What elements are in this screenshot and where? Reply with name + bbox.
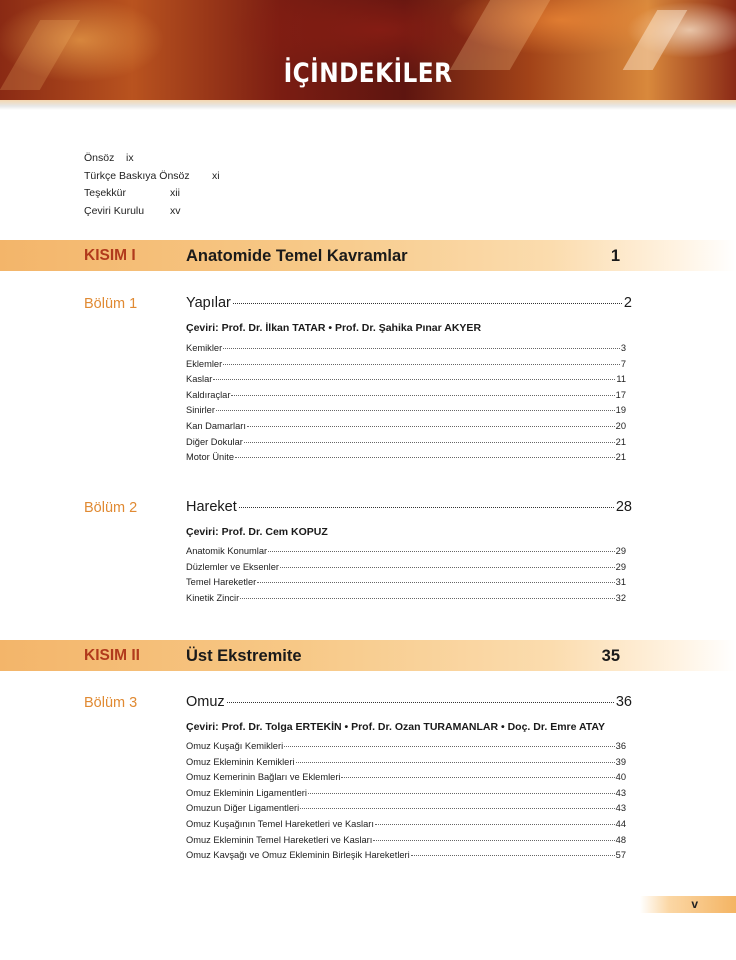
- section-entry[interactable]: [186, 757, 626, 773]
- section-page: 21: [615, 436, 626, 447]
- section-page: 57: [615, 850, 626, 861]
- front-matter-label: Önsöz: [84, 152, 115, 164]
- dot-leader: [223, 348, 620, 349]
- section-entry[interactable]: [186, 772, 626, 788]
- part-title: Anatomide Temel Kavramlar: [186, 247, 408, 265]
- part-label: KISIM I: [84, 247, 136, 264]
- section-page: 48: [615, 834, 626, 845]
- part-page: 35: [601, 647, 620, 665]
- chapter-page: 28: [615, 499, 632, 515]
- section-title: Omuz Ekleminin Ligamentleri: [186, 787, 307, 798]
- section-title: Omuz Kuşağı Kemikleri: [186, 741, 284, 751]
- section-title: Omuz Kemerinin Bağları ve Eklemleri: [186, 772, 341, 783]
- section-title: Temel Hareketler: [186, 577, 257, 588]
- front-matter-label: Çeviri Kurulu: [84, 204, 145, 217]
- section-page: 43: [615, 787, 626, 798]
- dot-leader: [308, 793, 615, 794]
- chapter-label: Bölüm 3: [84, 695, 138, 711]
- front-matter-page: ix: [126, 152, 134, 164]
- section-page: 11: [616, 374, 626, 385]
- section-entry[interactable]: [186, 850, 626, 866]
- section-title: Omuzun Diğer Ligamentleri: [186, 803, 300, 814]
- section-entry[interactable]: [186, 546, 626, 562]
- dot-leader: [296, 762, 615, 763]
- section-page: 17: [615, 389, 626, 400]
- section-title: Omuz Kuşağının Temel Hareketleri ve Kasları: [186, 819, 374, 829]
- dot-leader: [231, 395, 614, 396]
- page-number-tab: [640, 896, 736, 913]
- dot-leader: [411, 855, 615, 856]
- dot-leader: [341, 777, 614, 778]
- section-page: 7: [620, 358, 626, 369]
- section-page: 19: [615, 405, 626, 416]
- section-title: Kinetik Zincir: [186, 592, 240, 603]
- chapter-label: Bölüm 1: [84, 296, 138, 312]
- front-matter-page: xi: [212, 169, 220, 182]
- section-entry[interactable]: [186, 405, 626, 421]
- dot-leader: [247, 426, 615, 427]
- section-title: Anatomik Konumlar: [186, 546, 268, 556]
- dot-leader: [240, 598, 614, 599]
- section-title: Kaslar: [186, 374, 213, 385]
- dot-leader: [216, 410, 615, 411]
- section-page: 36: [615, 741, 626, 751]
- section-page: 39: [615, 756, 626, 767]
- front-matter-item[interactable]: [84, 185, 190, 203]
- dot-leader: [280, 567, 615, 568]
- front-matter-page: xv: [170, 204, 181, 217]
- chapter-page: 2: [623, 295, 632, 311]
- section-page: 31: [615, 577, 626, 588]
- section-title: Sinirler: [186, 405, 215, 416]
- part-title: Üst Ekstremite: [186, 647, 302, 665]
- section-entry[interactable]: [186, 803, 626, 819]
- section-page: 3: [620, 343, 626, 353]
- front-matter-item[interactable]: [84, 150, 190, 168]
- section-title: Omuz Ekleminin Temel Hareketleri ve Kasları: [186, 834, 373, 845]
- section-title: Omuz Ekleminin Kemikleri: [186, 756, 295, 767]
- chapter-page: 36: [615, 694, 632, 710]
- chapter-entry[interactable]: [186, 499, 632, 519]
- section-entry[interactable]: [186, 562, 626, 578]
- dot-leader: [239, 507, 614, 508]
- section-page: 21: [615, 452, 626, 463]
- section-title: Kemikler: [186, 343, 223, 353]
- dot-leader: [235, 457, 615, 458]
- front-matter-label: Teşekkür: [84, 187, 127, 199]
- dot-leader: [257, 582, 614, 583]
- section-entry[interactable]: [186, 577, 626, 593]
- section-title: Diğer Dokular: [186, 436, 243, 447]
- front-matter-list: [84, 150, 220, 220]
- section-page: 20: [615, 421, 626, 431]
- part-label: KISIM II: [84, 647, 140, 664]
- banner-edge: [0, 100, 736, 110]
- section-page: 40: [615, 772, 626, 783]
- section-page: 44: [615, 819, 626, 829]
- dot-leader: [213, 379, 615, 380]
- dot-leader: [284, 746, 615, 747]
- section-title: Motor Ünite: [186, 452, 235, 463]
- page-number: v: [691, 897, 698, 911]
- section-title: Kaldıraçlar: [186, 389, 231, 400]
- section-entry[interactable]: [186, 593, 626, 609]
- section-title: Düzlemler ve Eksenler: [186, 561, 280, 572]
- chapter-title: Omuz: [186, 694, 225, 710]
- chapter-entry[interactable]: [186, 694, 632, 714]
- section-title: Omuz Kavşağı ve Omuz Ekleminin Birleşik Hareketleri: [186, 850, 410, 861]
- front-matter-page: xii: [170, 187, 180, 199]
- chapter-title: Yapılar: [186, 295, 231, 311]
- front-matter-label: Türkçe Baskıya Önsöz: [84, 169, 190, 182]
- part-page: 1: [610, 247, 620, 265]
- section-entry[interactable]: [186, 343, 626, 359]
- section-entry[interactable]: [186, 421, 626, 437]
- section-entry[interactable]: [186, 819, 626, 835]
- chapter-translators: Çeviri: Prof. Dr. İlkan TATAR • Prof. Dr. Şahika Pınar AKYER: [186, 322, 482, 334]
- dot-leader: [244, 442, 615, 443]
- section-page: 43: [615, 803, 626, 814]
- dot-leader: [223, 364, 620, 365]
- section-entry[interactable]: [186, 741, 626, 757]
- section-title: Eklemler: [186, 358, 223, 369]
- chapter-entry[interactable]: [186, 295, 632, 315]
- section-page: 32: [615, 592, 626, 603]
- dot-leader: [373, 840, 614, 841]
- section-entry[interactable]: [186, 437, 626, 453]
- header-banner: [0, 0, 736, 106]
- dot-leader: [300, 808, 614, 809]
- section-title: Kan Damarları: [186, 421, 246, 431]
- part-heading[interactable]: [0, 640, 736, 671]
- dot-leader: [227, 702, 614, 703]
- section-entry[interactable]: [186, 390, 626, 406]
- dot-leader: [268, 551, 615, 552]
- front-matter-item[interactable]: [84, 168, 220, 186]
- section-entry[interactable]: [186, 359, 626, 375]
- page-title: İÇİNDEKİLER: [283, 58, 453, 89]
- chapter-translators: Çeviri: Prof. Dr. Cem KOPUZ: [186, 526, 328, 538]
- section-page: 29: [615, 561, 626, 572]
- section-page: 29: [615, 546, 626, 556]
- section-entry[interactable]: [186, 835, 626, 851]
- chapter-label: Bölüm 2: [84, 500, 138, 516]
- chapter-translators: Çeviri: Prof. Dr. Tolga ERTEKİN • Prof. Dr. Ozan TURAMANLAR • Doç. Dr. Emre ATAY: [186, 721, 606, 733]
- dot-leader: [375, 824, 615, 825]
- section-entry[interactable]: [186, 452, 626, 468]
- dot-leader: [233, 303, 622, 304]
- front-matter-item[interactable]: [84, 203, 190, 221]
- section-entry[interactable]: [186, 788, 626, 804]
- part-heading[interactable]: [0, 240, 736, 271]
- section-entry[interactable]: [186, 374, 626, 390]
- chapter-title: Hareket: [186, 499, 237, 515]
